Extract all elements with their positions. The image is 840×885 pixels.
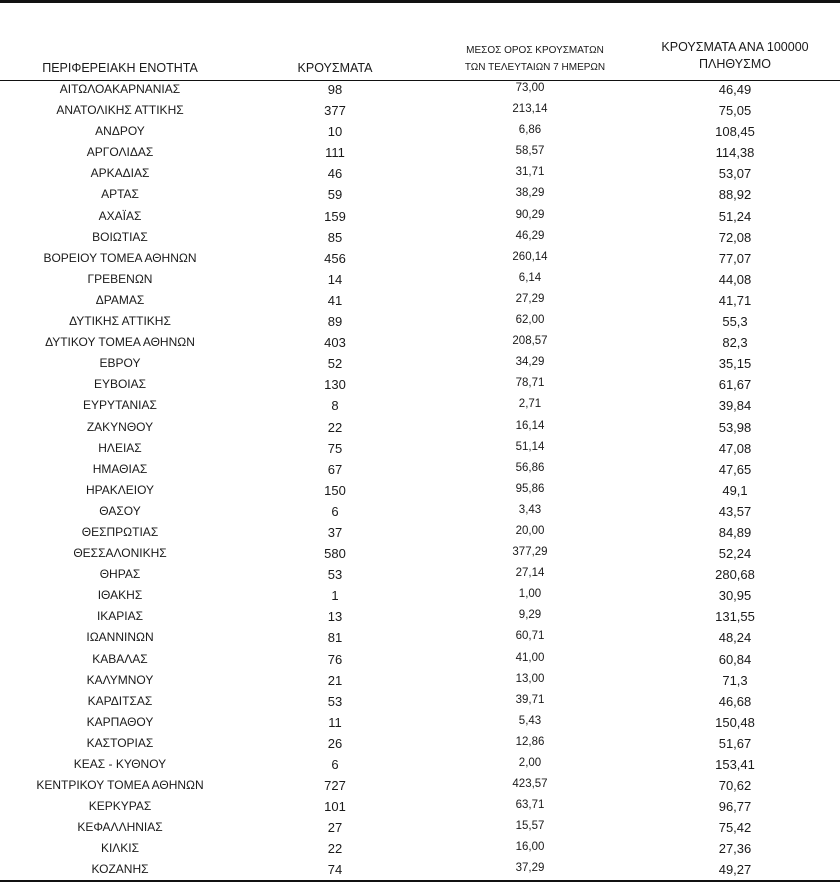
cases-value: 580 bbox=[324, 546, 346, 562]
table-row bbox=[0, 628, 840, 649]
avg-value: 95,86 bbox=[515, 482, 545, 495]
region-name: ΚΕΡΚΥΡΑΣ bbox=[88, 799, 152, 814]
region-name: ΑΡΓΟΛΙΔΑΣ bbox=[86, 145, 154, 160]
cases-value: 75 bbox=[327, 440, 343, 456]
rate-value: 30,95 bbox=[718, 588, 752, 604]
region-name: ΚΕΝΤΡΙΚΟΥ ΤΟΜΕΑ ΑΘΗΝΩΝ bbox=[36, 778, 204, 793]
table-row bbox=[0, 776, 840, 797]
region-name: ΗΡΑΚΛΕΙΟΥ bbox=[85, 482, 155, 497]
table-row bbox=[0, 818, 840, 839]
table-row bbox=[0, 755, 840, 776]
rate-value: 52,24 bbox=[718, 546, 752, 562]
header-avg-line2: ΤΩΝ ΤΕΛΕΥΤΑΙΩΝ 7 ΗΜΕΡΩΝ bbox=[464, 62, 606, 73]
avg-value: 46,29 bbox=[515, 229, 545, 242]
region-name: ΗΜΑΘΙΑΣ bbox=[92, 461, 148, 476]
region-name: ΓΡΕΒΕΝΩΝ bbox=[87, 271, 153, 286]
rate-value: 39,84 bbox=[718, 398, 752, 414]
avg-value: 39,71 bbox=[515, 693, 545, 706]
cases-value: 85 bbox=[327, 229, 343, 245]
avg-value: 38,29 bbox=[515, 187, 545, 200]
cases-value: 8 bbox=[331, 398, 339, 414]
rate-value: 35,15 bbox=[718, 356, 752, 372]
avg-value: 27,29 bbox=[515, 292, 545, 305]
rate-value: 153,41 bbox=[715, 757, 755, 772]
rate-value: 61,67 bbox=[718, 377, 752, 393]
cases-value: 10 bbox=[327, 124, 343, 140]
rate-value: 280,68 bbox=[715, 567, 755, 583]
rate-value: 114,38 bbox=[715, 145, 755, 161]
table-row bbox=[0, 860, 840, 881]
table-row bbox=[0, 671, 840, 692]
rate-value: 150,48 bbox=[715, 714, 755, 730]
table-row bbox=[0, 502, 840, 523]
cases-value: 11 bbox=[328, 714, 342, 730]
region-name: ΗΛΕΙΑΣ bbox=[98, 440, 142, 455]
avg-value: 2,71 bbox=[518, 398, 542, 411]
table-row bbox=[0, 460, 840, 481]
cases-value: 67 bbox=[327, 461, 343, 477]
avg-value: 78,71 bbox=[515, 377, 545, 390]
cases-value: 14 bbox=[327, 271, 343, 287]
region-name: ΑΧΑΪΑΣ bbox=[98, 208, 142, 223]
region-name: ΚΑΡΠΑΘΟΥ bbox=[86, 714, 154, 729]
region-name: ΚΑΒΑΛΑΣ bbox=[92, 651, 148, 666]
avg-value: 51,14 bbox=[515, 440, 545, 453]
rate-value: 53,07 bbox=[718, 166, 752, 182]
table-body bbox=[0, 80, 840, 882]
rate-value: 82,3 bbox=[722, 335, 748, 351]
region-name: ΘΕΣΠΡΩΤΙΑΣ bbox=[81, 524, 159, 539]
table-row bbox=[0, 544, 840, 565]
header-avg-7days bbox=[430, 42, 640, 76]
table-row bbox=[0, 291, 840, 312]
header-rate-per-100k bbox=[630, 39, 840, 73]
region-name: ΑΡΚΑΔΙΑΣ bbox=[90, 166, 150, 181]
cases-value: 13 bbox=[327, 609, 343, 625]
table-row bbox=[0, 249, 840, 270]
avg-value: 12,86 bbox=[515, 735, 545, 748]
header-avg-line1: ΜΕΣΟΣ ΟΡΟΣ ΚΡΟΥΣΜΑΤΩΝ bbox=[466, 45, 604, 56]
table-row bbox=[0, 101, 840, 122]
cases-value: 727 bbox=[324, 778, 346, 794]
cases-value: 21 bbox=[327, 672, 343, 688]
table-row bbox=[0, 523, 840, 544]
cases-value: 59 bbox=[327, 187, 343, 203]
rate-value: 51,67 bbox=[718, 735, 752, 751]
bottom-rule bbox=[0, 880, 840, 882]
table-row bbox=[0, 333, 840, 354]
avg-value: 423,57 bbox=[512, 778, 548, 791]
rate-value: 75,05 bbox=[718, 103, 752, 119]
avg-value: 31,71 bbox=[515, 166, 545, 179]
avg-value: 15,57 bbox=[515, 820, 545, 833]
region-name: ΚΟΖΑΝΗΣ bbox=[91, 862, 149, 877]
region-name: ΒΟΡΕΙΟΥ ΤΟΜΕΑ ΑΘΗΝΩΝ bbox=[43, 250, 197, 265]
cases-value: 22 bbox=[327, 419, 343, 435]
region-name: ΔΥΤΙΚΟΥ ΤΟΜΕΑ ΑΘΗΝΩΝ bbox=[45, 335, 195, 350]
avg-value: 16,00 bbox=[515, 841, 545, 854]
avg-value: 3,43 bbox=[518, 503, 542, 516]
header-region: ΠΕΡΙΦΕΡΕΙΑΚΗ ΕΝΟΤΗΤΑ bbox=[42, 61, 198, 75]
table-row bbox=[0, 164, 840, 185]
cases-value: 111 bbox=[325, 145, 345, 161]
avg-value: 20,00 bbox=[515, 524, 545, 537]
rate-value: 84,89 bbox=[718, 524, 752, 540]
cases-value: 6 bbox=[331, 503, 339, 519]
table-row bbox=[0, 185, 840, 206]
cases-value: 76 bbox=[327, 651, 343, 667]
table-row bbox=[0, 565, 840, 586]
region-name: ΘΑΣΟΥ bbox=[99, 503, 141, 518]
avg-value: 6,14 bbox=[518, 271, 542, 284]
region-name: ΑΡΤΑΣ bbox=[101, 187, 139, 202]
rate-value: 51,24 bbox=[718, 208, 752, 224]
rate-value: 27,36 bbox=[718, 841, 752, 857]
region-name: ΔΡΑΜΑΣ bbox=[95, 292, 145, 307]
avg-value: 63,71 bbox=[515, 799, 545, 812]
region-name: ΚΑΛΥΜΝΟΥ bbox=[86, 672, 154, 687]
table-row bbox=[0, 80, 840, 101]
rate-value: 46,68 bbox=[718, 693, 752, 709]
cases-value: 52 bbox=[327, 356, 343, 372]
cases-value: 53 bbox=[327, 567, 343, 583]
avg-value: 16,14 bbox=[515, 419, 545, 432]
region-name: ΚΙΛΚΙΣ bbox=[100, 841, 140, 856]
header-rate-line1: ΚΡΟΥΣΜΑΤΑ ΑΝΑ 100000 bbox=[661, 40, 809, 54]
table-row bbox=[0, 228, 840, 249]
cases-value: 26 bbox=[327, 735, 343, 751]
table-row bbox=[0, 207, 840, 228]
cases-value: 403 bbox=[324, 335, 346, 351]
table-row bbox=[0, 354, 840, 375]
rate-value: 77,07 bbox=[718, 250, 752, 266]
table-row bbox=[0, 270, 840, 291]
table-row bbox=[0, 481, 840, 502]
avg-value: 13,00 bbox=[515, 672, 545, 685]
table-row bbox=[0, 312, 840, 333]
rate-value: 47,65 bbox=[718, 461, 752, 477]
rate-value: 53,98 bbox=[718, 419, 752, 435]
table-row bbox=[0, 713, 840, 734]
table-row bbox=[0, 143, 840, 164]
cases-value: 37 bbox=[327, 524, 343, 540]
avg-value: 37,29 bbox=[515, 862, 545, 875]
rate-value: 131,55 bbox=[715, 609, 755, 625]
cases-value: 53 bbox=[327, 693, 343, 709]
region-name: ΚΑΡΔΙΤΣΑΣ bbox=[87, 693, 153, 708]
rate-value: 60,84 bbox=[718, 651, 752, 667]
region-name: ΕΥΡΥΤΑΝΙΑΣ bbox=[83, 398, 157, 413]
cases-value: 98 bbox=[327, 82, 343, 97]
avg-value: 90,29 bbox=[515, 208, 545, 221]
region-name: ΚΕΦΑΛΛΗΝΙΑΣ bbox=[77, 820, 163, 835]
cases-value: 150 bbox=[324, 482, 346, 498]
table-row bbox=[0, 122, 840, 143]
region-name: ΚΕΑΣ - ΚΥΘΝΟΥ bbox=[73, 757, 167, 771]
avg-value: 5,43 bbox=[518, 714, 542, 727]
cases-value: 22 bbox=[327, 841, 343, 857]
cases-value: 6 bbox=[331, 757, 339, 772]
region-name: ΑΙΤΩΛΟΑΚΑΡΝΑΝΙΑΣ bbox=[59, 82, 181, 96]
table-row bbox=[0, 586, 840, 607]
rate-value: 43,57 bbox=[718, 503, 752, 519]
region-name: ΘΗΡΑΣ bbox=[99, 567, 141, 582]
avg-value: 208,57 bbox=[512, 335, 548, 348]
region-name: ΘΕΣΣΑΛΟΝΙΚΗΣ bbox=[73, 546, 167, 561]
rate-value: 47,08 bbox=[718, 440, 752, 456]
rate-value: 71,3 bbox=[722, 672, 748, 688]
rate-value: 72,08 bbox=[718, 229, 752, 245]
top-rule bbox=[0, 0, 840, 3]
cases-value: 101 bbox=[324, 799, 346, 815]
rate-value: 49,27 bbox=[718, 862, 752, 878]
region-name: ΔΥΤΙΚΗΣ ΑΤΤΙΚΗΣ bbox=[69, 314, 171, 329]
table-row bbox=[0, 439, 840, 460]
header-rate-line2: ΠΛΗΘΥΣΜΟ bbox=[699, 57, 771, 71]
rate-value: 49,1 bbox=[722, 482, 748, 498]
avg-value: 62,00 bbox=[515, 314, 545, 327]
avg-value: 41,00 bbox=[515, 651, 545, 664]
avg-value: 56,86 bbox=[515, 461, 545, 474]
table-row bbox=[0, 692, 840, 713]
cases-value: 89 bbox=[327, 314, 343, 330]
avg-value: 58,57 bbox=[515, 145, 545, 158]
avg-value: 377,29 bbox=[512, 546, 548, 559]
avg-value: 27,14 bbox=[515, 567, 545, 580]
cases-value: 456 bbox=[324, 250, 346, 266]
avg-value: 6,86 bbox=[518, 124, 542, 137]
header-cases: ΚΡΟΥΣΜΑΤΑ bbox=[297, 61, 373, 75]
table-row bbox=[0, 797, 840, 818]
cases-value: 41 bbox=[327, 292, 343, 308]
cases-value: 377 bbox=[324, 103, 346, 119]
region-name: ΖΑΚΥΝΘΟΥ bbox=[86, 419, 154, 434]
rate-value: 108,45 bbox=[715, 124, 755, 140]
cases-value: 130 bbox=[324, 377, 346, 393]
table-row bbox=[0, 734, 840, 755]
rate-value: 41,71 bbox=[718, 292, 752, 308]
cases-value: 1 bbox=[331, 588, 339, 604]
rate-value: 88,92 bbox=[718, 187, 752, 203]
avg-value: 60,71 bbox=[515, 630, 545, 643]
cases-value: 74 bbox=[327, 862, 343, 878]
region-name: ΙΩΑΝΝΙΝΩΝ bbox=[86, 630, 154, 645]
region-name: ΚΑΣΤΟΡΙΑΣ bbox=[86, 735, 154, 750]
table-row bbox=[0, 396, 840, 417]
rate-value: 70,62 bbox=[718, 778, 752, 794]
cases-value: 46 bbox=[327, 166, 343, 182]
avg-value: 1,00 bbox=[518, 588, 542, 601]
rate-value: 75,42 bbox=[718, 820, 752, 836]
rate-value: 96,77 bbox=[718, 799, 752, 815]
cases-value: 27 bbox=[327, 820, 343, 836]
rate-value: 44,08 bbox=[718, 271, 752, 287]
avg-value: 73,00 bbox=[515, 82, 545, 94]
avg-value: 2,00 bbox=[518, 757, 542, 769]
rate-value: 46,49 bbox=[718, 82, 752, 97]
cases-value: 81 bbox=[327, 630, 343, 646]
avg-value: 9,29 bbox=[518, 609, 542, 622]
region-name: ΕΒΡΟΥ bbox=[99, 356, 141, 371]
cases-value: 159 bbox=[324, 208, 346, 224]
table-row bbox=[0, 375, 840, 396]
table-row bbox=[0, 607, 840, 628]
region-name: ΑΝΑΤΟΛΙΚΗΣ ΑΤΤΙΚΗΣ bbox=[56, 103, 184, 118]
rate-value: 48,24 bbox=[718, 630, 752, 646]
rate-value: 55,3 bbox=[722, 314, 748, 330]
region-name: ΒΟΙΩΤΙΑΣ bbox=[92, 229, 148, 244]
region-name: ΑΝΔΡΟΥ bbox=[95, 124, 145, 139]
region-name: ΙΚΑΡΙΑΣ bbox=[96, 609, 144, 624]
avg-value: 34,29 bbox=[515, 356, 545, 369]
avg-value: 213,14 bbox=[512, 103, 548, 116]
region-name: ΙΘΑΚΗΣ bbox=[97, 588, 143, 603]
table-row bbox=[0, 839, 840, 860]
region-name: ΕΥΒΟΙΑΣ bbox=[93, 377, 147, 392]
table-row bbox=[0, 418, 840, 439]
table-row bbox=[0, 650, 840, 671]
avg-value: 260,14 bbox=[512, 250, 548, 263]
